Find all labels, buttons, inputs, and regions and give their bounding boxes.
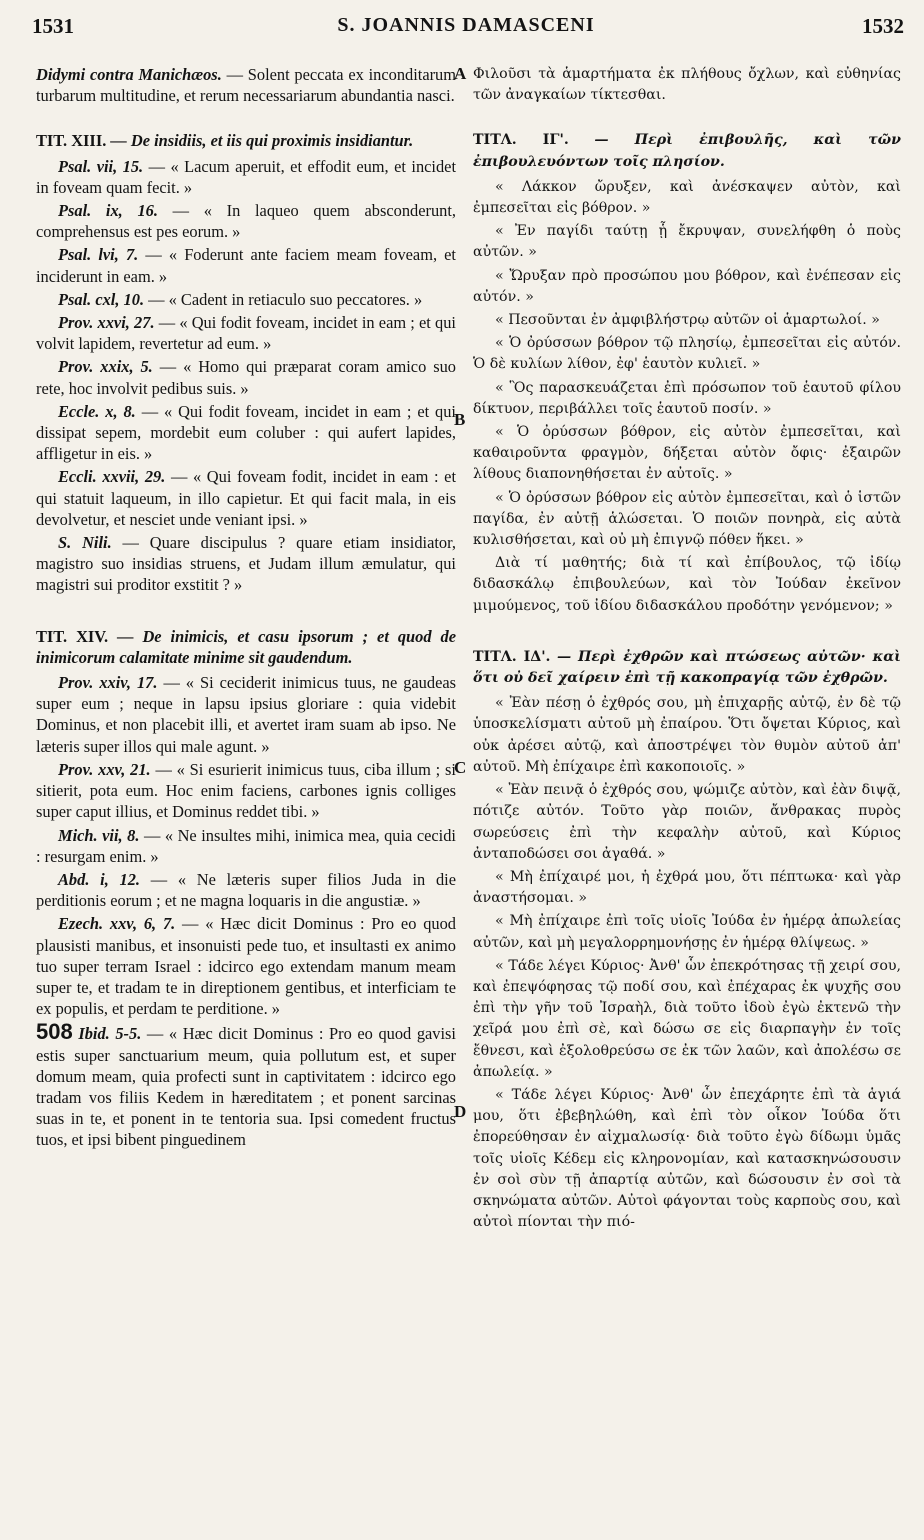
greek-entry: « Ὤρυξαν πρὸ προσώπου μου βόθρον, καὶ ἐνέπεσαν εἰς αὐτόν. » [473, 267, 901, 305]
greek-entry: « Λάκκον ὤρυξεν, καὶ ἀνέσκαψεν αὐτὸν, καὶ ἐμπεσεῖται εἰς βόθρον. » [473, 178, 901, 217]
entry-ref: Prov. xxvi, 27. [58, 313, 155, 333]
entry-text: — « Si esurierit inimicus tuus, ciba illum ; si sitierit, pota eum. Hoc enim faciens, carbones ignis colliges super caput illius, et Dominus reddet tibi. » [36, 759, 456, 822]
entry-ref: Psal. ix, 16. [58, 201, 158, 221]
latin-entry [36, 825, 456, 867]
greek-entry: « Μὴ ἐπίχαιρε ἐπὶ τοῖς υἱοῖς Ἰούδα ἐν ἡμέρᾳ ἀπωλείας αὐτῶν, καὶ μὴ μεγαλορρημονήσῃς ἐν ἡμέρᾳ θλίψεως. » [473, 913, 901, 951]
entry-text: — « Foderunt ante faciem meam foveam, et inciderunt in eam. » [36, 245, 456, 286]
greek-entry: Διὰ τί μαθητής; διὰ τί καὶ ἐπίβουλος, τῷ ἰδίῳ διδασκάλῳ ἐπιβουλεύων, καὶ τὸν Ἰούδαν ἐκεῖνον μιμούμενος, τοῦ ἰδίου διδασκάλου προδότην γενόμενον; » [473, 555, 901, 614]
entry-ref: Prov. xxix, 5. [58, 357, 153, 377]
entry-ref: Eccli. xxvii, 29. [58, 467, 166, 487]
page-header [22, 14, 910, 44]
latin-entry [36, 244, 456, 286]
latin-intro [36, 64, 456, 106]
greek-entry: « Ὁ ὀρύσσων βόθρον, εἰς αὐτὸν ἐμπεσεῖται, καὶ καθαιροῦντα φραγμὸν, δήξεται αὐτὸν ὄφις· ἐξαιρῶν λίθους διαπονηθήσεται ἐν αὐτοῖς. » [473, 424, 901, 483]
column-marker-c: C [454, 758, 467, 777]
latin-entry [36, 401, 456, 465]
latin-entry [36, 289, 456, 310]
entry-ref: S. Nili. [58, 533, 112, 553]
entry-text: — « Si ceciderit inimicus tuus, ne gaudeas super eum ; neque in lapsu ipsius gloriare : quia videbit Dominus, et non placebit illi, et avertet iram suam ab ipso. Ne læteris super illos qui male agunt. » [36, 673, 456, 756]
greek-entry: « Μὴ ἐπίχαιρέ μοι, ἡ ἐχθρά μου, ὅτι πέπτωκα· καὶ γὰρ ἀναστήσομαι. » [473, 868, 901, 907]
greek-entry: « Ὁ ὀρύσσων βόθρον εἰς αὐτὸν ἐμπεσεῖται, καὶ ὁ ἱστῶν παγίδα, ἐν αὐτῇ ἁλώσεται. Ὁ ποιῶν πονηρὰ, εἰς αὐτὰ κυλισθήσεται, καὶ οὐ μὴ ἐπιγνῷ πόθεν ἥκει. » [473, 489, 901, 549]
greek-entry: « Τάδε λέγει Κύριος· Ἀνθ' ὧν ἐπεχάρητε ἐπὶ τὰ ἁγιά μου, ὅτι ἐβεβηλώθη, καὶ ἐπὶ τὸν οἶκον Ἰούδα ὅτι ἐπορεύθησαν ἐν αἰχμαλωσίᾳ· διὰ τοῦτο ἐγὼ δίδωμι ὑμᾶς τοῖς υἱοῖς Κέδεμ εἰς κληρονομίαν, καὶ κατασκηνώσουσιν ἐν σοὶ σὺν τῇ ἀπαρτίᾳ αὐτῶν, καὶ δώσουσιν ἐν σοὶ τὰ σκηνώματα αὐτῶν. Αὐτοὶ φάγονται τοὺς καρποὺς σου, καὶ αὐτοὶ πίονται τὴν πιό- [473, 1086, 901, 1231]
running-title: S. JOANNIS DAMASCENI [337, 14, 595, 36]
entry-text: — « Ne insultes mihi, inimica mea, quia cecidi : resurgam enim. » [36, 825, 456, 866]
greek-entry: « Ἐὰν πεινᾷ ὁ ἐχθρός σου, ψώμιζε αὐτὸν, καὶ ἐὰν διψᾷ, πότιζε αὐτόν. Τοῦτο γὰρ ποιῶν, ἄνθρακας πυρὸς σωρεύσεις ἐπὶ τὴν κεφαλὴν αὐτοῦ, καὶ Κύριος ἀνταποδώσει σοι ἀγαθά. » [473, 782, 901, 862]
latin-entry [36, 532, 456, 596]
entry-ref: Eccle. x, 8. [58, 401, 136, 421]
latin-entry [36, 913, 456, 1019]
greek-title-13 [473, 130, 901, 172]
latin-column [36, 64, 456, 1153]
greek-entry: « Πεσοῦνται ἐν ἀμφιβλήστρῳ αὐτῶν οἱ ἁμαρτωλοί. » [495, 312, 880, 329]
entry-text: — « In laqueo quem absconderunt, comprehensus est pes eorum. » [36, 201, 456, 242]
column-marker-a: A [454, 64, 467, 83]
entry-text: — « Homo qui præparat coram amico suo rete, hoc involvit pedibus suis. » [36, 357, 456, 398]
greek-entry: « Τάδε λέγει Κύριος· Ἀνθ' ὧν ἐπεκρότησας τῇ χειρί σου, καὶ ἐπεψόφησας τῷ ποδί σου, καὶ ἐπέχαρας ἐκ ψυχῆς σου ἐπὶ τὴν γῆν τοῦ Ἰσραὴλ, διὰ τοῦτο ἰδοὺ ἐγὼ ἐκτενῶ τὴν χεῖρά μου ἐπὶ σὲ, καὶ δώσω σε εἰς διαρπαγὴν ἐν τοῖς ἔθνεσι, καὶ ἐξολοθρεύσω σε ἐκ τῶν λαῶν, καὶ ἀπολέσω σε ἀπωλείᾳ. » [473, 957, 901, 1080]
column-marker-b: B [454, 410, 466, 429]
entry-ref: Mich. vii, 8. [58, 825, 140, 845]
entry-ref: Psal. cxl, 10. [58, 289, 145, 309]
latin-title-14-label: TIT. XIV. [36, 626, 109, 646]
latin-intro-ref: Didymi contra Manichæos. [36, 65, 222, 84]
entry-text: — « Lacum aperuit, et effodit eum, et incidet in foveam quam fecit. » [36, 156, 456, 197]
greek-title-14-text: — Περὶ ἐχθρῶν καὶ πτώσεως αὐτῶν· καὶ ὅτι οὐ δεῖ χαίρειν ἐπὶ τῇ κακοπραγίᾳ τῶν ἐχθρῶν. [473, 648, 901, 687]
latin-title-14-text: — De inimicis, et casu ipsorum ; et quod de inimicorum calamitate minime sit gaudendum. [36, 626, 456, 667]
entry-ref: Abd. i, 12. [58, 869, 141, 889]
greek-entry: « Ὁ ὀρύσσων βόθρον τῷ πλησίῳ, ἐμπεσεῖται εἰς αὐτόν. Ὁ δὲ κυλίων λίθον, ἐφ' ἑαυτὸν κυλιεῖ. » [473, 335, 901, 373]
entry-text: — « Ne læteris super filios Juda in die perditionis eorum ; et ne magna loquaris in die angustiæ. » [36, 869, 457, 911]
latin-title-14 [36, 626, 456, 668]
latin-intro-text: — Solent peccata ex inconditarum turbarum multitudine, et rerum necessariarum abundantia nasci. [36, 65, 456, 106]
column-marker-d: D [454, 1102, 467, 1121]
greek-title-13-label: ΤΙΤΛ. ΙΓ'. [473, 132, 569, 149]
entry-text: — Quare discipulus ? quare etiam insidiator, magistro suo insidias struens, et Judam illum æmulatur, qui magistri sui proditor exstitit ? » [36, 533, 456, 595]
latin-title-13-text: — De insidiis, et iis qui proximis insidiantur. [106, 131, 414, 151]
entry-text: — « Qui fodit foveam, incidet in eam ; et qui dissipat sepem, mordebit eum coluber : qui aufert lapides, affligetur in eis. » [36, 401, 456, 464]
greek-title-13-text: — Περὶ ἐπιβουλῆς, καὶ τῶν ἐπιβουλευόντων τοῖς πλησίον. [473, 132, 901, 170]
entry-text: — « Hæc dicit Dominus : Pro eo quod plausisti manibus, et insonuisti pede tuo, et insultasti ex animo tuo super terram Israel : idcirco ego extendam manum meam super te, et tradam te in direptionem gentibus, et interficiam te ex populis, et perdam te perditione. » [36, 914, 456, 1019]
column-number: 508 [36, 1019, 73, 1045]
greek-intro: Φιλοῦσι τὰ ἁμαρτήματα ἐκ πλήθους ὄχλων, καὶ εὐθηνίας τῶν ἀναγκαίων τίκτεσθαι. [473, 66, 901, 104]
latin-entry [36, 156, 456, 198]
greek-title-14 [473, 647, 901, 689]
latin-entry [36, 356, 456, 398]
entry-text: — « Hæc dicit Dominus : Pro eo quod gavisi estis super sanctuarium meum, quia pollutum est, et super domum meam, quia profecti sunt in captivitatem : idcirco ego tradam vos filiis Kedem in hæreditatem ; et ponent sarcinas suas in te, et ponent in te tentoria sua. Ipsi comedent fructus tuos, et ipsi bibent pinguedinem [36, 1024, 456, 1150]
latin-entry [36, 672, 456, 757]
entry-ref: Psal. lvi, 7. [58, 245, 139, 265]
entry-text: — « Cadent in retiaculo suo peccatores. » [144, 289, 423, 309]
latin-entry [36, 869, 456, 911]
latin-entry [36, 759, 456, 823]
left-page-number: 1531 [32, 14, 74, 38]
entry-ref: Prov. xxiv, 17. [58, 673, 158, 693]
latin-title-13 [36, 130, 456, 151]
entry-ref: Ezech. xxv, 6, 7. [58, 914, 176, 934]
greek-title-14-label: ΤΙΤΛ. ΙΔ'. [473, 648, 551, 665]
latin-entry [36, 466, 456, 530]
latin-entry-last [36, 1021, 456, 1150]
greek-entry: « Ἐν παγίδι ταύτῃ ᾗ ἔκρυψαν, συνελήφθη ὁ ποὺς αὐτῶν. » [473, 223, 901, 261]
latin-title-13-label: TIT. XIII. [36, 131, 107, 151]
entry-ref: Psal. vii, 15. [58, 156, 144, 176]
entry-ref: Prov. xxv, 21. [58, 759, 151, 779]
latin-entry [36, 312, 456, 354]
greek-column [473, 64, 901, 1235]
entry-text: — « Qui foveam fodit, incidet in eam : et qui statuit laqueum, in illo capietur. Et qui facit mala, in eis devolvetur, et nesciet unde veniant ipsi. » [36, 467, 456, 529]
greek-entry: « Ὃς παρασκευάζεται ἐπὶ πρόσωπον τοῦ ἑαυτοῦ φίλου δίκτυον, περιβάλλει τοῖς ἑαυτοῦ ποσίν. » [473, 379, 901, 417]
entry-ref: Ibid. 5-5. [78, 1024, 142, 1044]
right-page-number: 1532 [862, 14, 904, 38]
greek-entry: « Ἐὰν πέσῃ ὁ ἐχθρός σου, μὴ ἐπιχαρῇς αὐτῷ, ἐν δὲ τῷ ὑποσκελίσματι αὐτοῦ μὴ ἐπαίρου. Ὅτι ὄψεται Κύριος, καὶ οὐκ ἀρέσει αὐτῷ, καὶ ἀποστρέψει τὸν θυμὸν αὐτοῦ ἀπ' αὐτοῦ. Μὴ ἐπίχαιρε ἐπὶ κακοποιοῖς. » [473, 695, 901, 775]
entry-text: — « Qui fodit foveam, incidet in eam ; et qui volvit lapidem, revertetur ad eum. » [36, 313, 456, 354]
latin-entry [36, 200, 456, 242]
